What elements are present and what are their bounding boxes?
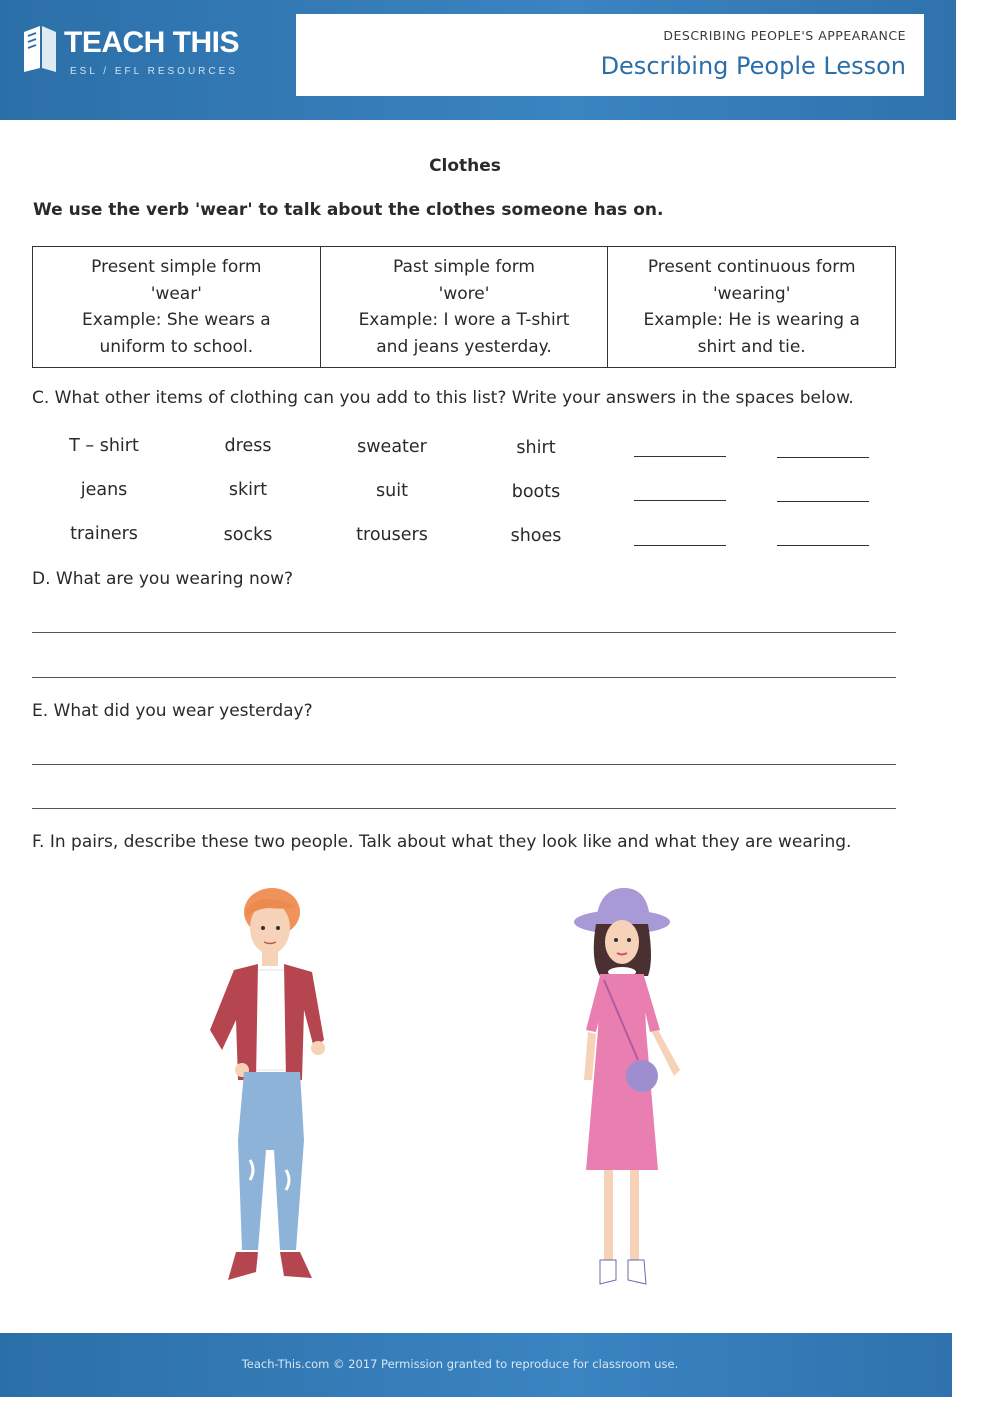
answer-line-d2[interactable] xyxy=(32,677,896,678)
form-cell-present-simple xyxy=(33,247,321,367)
form-cell-past-simple xyxy=(321,247,609,367)
clothing-word: boots xyxy=(511,482,561,502)
header-title-box xyxy=(296,14,924,96)
answer-line-e1[interactable] xyxy=(32,764,896,765)
question-c: C. What other items of clothing can you add to this list? Write your answers in the spaces below. xyxy=(32,388,854,408)
answer-blank[interactable] xyxy=(634,545,726,546)
form-example-line2: and jeans yesterday. xyxy=(376,336,552,357)
man-illustration xyxy=(200,880,350,1290)
form-verb: 'wear' xyxy=(150,283,202,304)
clothing-word: trainers xyxy=(70,524,138,544)
header-kicker: DESCRIBING PEOPLE'S APPEARANCE xyxy=(663,28,906,43)
form-name: Present continuous form xyxy=(647,257,856,277)
answer-blank[interactable] xyxy=(634,500,726,501)
footer-copyright: Teach-This.com © 2017 Permission granted to reproduce for classroom use. xyxy=(241,1357,679,1371)
answer-line-e2[interactable] xyxy=(32,808,896,809)
question-d: D. What are you wearing now? xyxy=(32,569,294,589)
page-footer xyxy=(0,1333,952,1397)
clothing-word: skirt xyxy=(228,480,268,500)
form-verb: 'wearing' xyxy=(712,283,791,304)
book-logo-icon xyxy=(20,24,60,74)
form-name: Present simple form xyxy=(91,257,262,277)
logo-subtitle: ESL / EFL RESOURCES xyxy=(70,66,238,77)
clothing-word: socks xyxy=(223,525,273,545)
intro-text: We use the verb 'wear' to talk about the clothes someone has on. xyxy=(33,200,664,220)
answer-line-d1[interactable] xyxy=(32,632,896,633)
section-title: Clothes xyxy=(429,156,501,176)
form-name: Past simple form xyxy=(393,257,535,277)
answer-blank[interactable] xyxy=(777,457,869,458)
clothing-word: dress xyxy=(224,436,272,456)
form-verb: 'wore' xyxy=(438,283,490,304)
answer-blank[interactable] xyxy=(777,545,869,546)
question-e: E. What did you wear yesterday? xyxy=(32,701,313,721)
woman-illustration xyxy=(560,880,720,1290)
form-example-line1: Example: I wore a T-shirt xyxy=(358,310,570,330)
clothing-word: trousers xyxy=(356,525,428,545)
answer-blank[interactable] xyxy=(634,456,726,457)
clothing-word: suit xyxy=(376,481,408,501)
clothing-word: shirt xyxy=(516,438,556,458)
clothing-word: shoes xyxy=(510,526,562,546)
clothing-word: T – shirt xyxy=(69,436,139,456)
form-example-line1: Example: She wears a xyxy=(81,310,271,330)
clothing-word: jeans xyxy=(80,480,128,500)
form-example-line2: uniform to school. xyxy=(99,336,254,357)
header-title: Describing People Lesson xyxy=(600,52,906,80)
page-header xyxy=(0,0,956,120)
form-cell-present-continuous xyxy=(608,247,895,367)
form-example-line1: Example: He is wearing a xyxy=(643,310,860,330)
question-f: F. In pairs, describe these two people. Talk about what they look like and what they are wearing. xyxy=(32,832,852,852)
verb-forms-table xyxy=(32,246,896,368)
form-example-line2: shirt and tie. xyxy=(697,336,806,357)
teach-this-logo xyxy=(20,20,260,90)
answer-blank[interactable] xyxy=(777,501,869,502)
clothing-word: sweater xyxy=(357,437,427,457)
logo-text: TEACH THIS xyxy=(64,26,239,59)
